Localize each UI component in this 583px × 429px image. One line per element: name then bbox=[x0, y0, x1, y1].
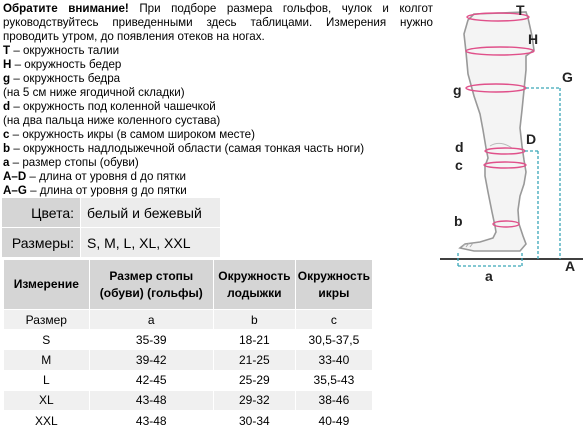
legend-line bbox=[3, 128, 433, 142]
header-line: Окружность bbox=[218, 268, 291, 283]
legend-text: – окружность икры (в самом широком месте) bbox=[9, 128, 255, 141]
meta-row-colors bbox=[2, 198, 221, 228]
legend-line bbox=[3, 114, 433, 128]
table-row bbox=[4, 310, 373, 330]
legend-line bbox=[3, 142, 433, 156]
table-cell: 30,5-37,5 bbox=[295, 330, 372, 350]
legend-text: – длина от уровня d до пятки bbox=[26, 170, 187, 183]
meta-row-sizes bbox=[2, 228, 221, 258]
legend-text: (на два пальца ниже коленного сустава) bbox=[3, 114, 221, 127]
instructions-block bbox=[3, 2, 433, 198]
table-cell: 35-39 bbox=[89, 330, 213, 350]
product-meta-table bbox=[1, 197, 221, 258]
size-chart-header-cell bbox=[295, 260, 372, 310]
header-line: лодыжки bbox=[227, 285, 282, 300]
table-cell: XXL bbox=[4, 410, 90, 429]
leg-measurement-diagram bbox=[438, 0, 583, 429]
size-chart-table bbox=[3, 259, 373, 429]
table-row bbox=[4, 370, 373, 390]
table-cell: 43-48 bbox=[89, 410, 213, 429]
table-cell: 40-49 bbox=[295, 410, 372, 429]
table-cell: 30-34 bbox=[213, 410, 295, 429]
legend-text: – окружность надлодыжечной области (самая тонкая часть ноги) bbox=[10, 142, 365, 155]
legend-line bbox=[3, 100, 433, 114]
label-a: a bbox=[485, 268, 493, 284]
table-cell: M bbox=[4, 350, 90, 370]
table-cell: 42-45 bbox=[89, 370, 213, 390]
size-chart-header-cell bbox=[4, 260, 90, 310]
label-D: D bbox=[526, 131, 537, 147]
intro-paragraph bbox=[3, 2, 433, 44]
table-cell: 25-29 bbox=[213, 370, 295, 390]
label-T: T bbox=[516, 2, 525, 18]
header-line: Окружность bbox=[297, 268, 370, 283]
table-cell: b bbox=[213, 310, 295, 330]
table-row bbox=[4, 410, 373, 429]
table-row bbox=[4, 390, 373, 410]
size-chart-body bbox=[4, 310, 373, 429]
legend-key: H bbox=[3, 58, 12, 71]
legend-key: d bbox=[3, 100, 11, 113]
table-cell: L bbox=[4, 370, 90, 390]
colors-value: белый и бежевый bbox=[81, 198, 221, 228]
legend-key: A–D bbox=[3, 170, 27, 183]
legend-line bbox=[3, 184, 433, 198]
header-line: икры bbox=[318, 285, 350, 300]
intro-lead: Обратите внимание! bbox=[3, 2, 129, 15]
size-chart-header bbox=[4, 260, 373, 310]
legend-text: – длина от уровня g до пятки bbox=[26, 184, 187, 197]
colors-label: Цвета: bbox=[2, 198, 81, 228]
legend-line bbox=[3, 72, 433, 86]
label-d: d bbox=[455, 139, 464, 155]
header-line: Размер стопы bbox=[109, 268, 194, 283]
legend-line bbox=[3, 58, 433, 72]
intro-text: При подборе размера гольфов, чулок и колгот руководствуйтесь приведенными здесь таблицами. Измерения нужно проводить утром, до появления отеков на ногах. bbox=[3, 2, 433, 43]
legend-text: (на 5 см ниже ягодичной складки) bbox=[3, 86, 185, 99]
legend-line bbox=[3, 44, 433, 58]
legend-line bbox=[3, 156, 433, 170]
table-cell: 21-25 bbox=[213, 350, 295, 370]
legend-key: a bbox=[3, 156, 10, 169]
legend-key: b bbox=[3, 142, 11, 155]
table-cell: Размер bbox=[4, 310, 90, 330]
header-line: (обуви) (гольфы) bbox=[99, 285, 203, 300]
size-chart-header-cell bbox=[213, 260, 295, 310]
table-cell: 18-21 bbox=[213, 330, 295, 350]
sizes-label: Размеры: bbox=[2, 228, 81, 258]
label-H: H bbox=[528, 31, 539, 47]
legend-key: g bbox=[3, 72, 11, 85]
table-row bbox=[4, 330, 373, 350]
table-cell: 43-48 bbox=[89, 390, 213, 410]
table-cell: 29-32 bbox=[213, 390, 295, 410]
legend-text: – окружность под коленной чашечкой bbox=[10, 100, 216, 113]
legend-text: – окружность талии bbox=[10, 44, 120, 57]
legend-key: A–G bbox=[3, 184, 27, 197]
legend-line bbox=[3, 170, 433, 184]
legend-line bbox=[3, 86, 433, 100]
table-cell: 38-46 bbox=[295, 390, 372, 410]
label-c: c bbox=[455, 157, 463, 173]
label-b: b bbox=[454, 213, 463, 229]
legend-text: – окружность бедра bbox=[10, 72, 121, 85]
legend-key: c bbox=[3, 128, 10, 141]
table-cell: 39-42 bbox=[89, 350, 213, 370]
legend-text: – окружность бедер bbox=[11, 58, 122, 71]
table-cell: 35,5-43 bbox=[295, 370, 372, 390]
label-A: A bbox=[565, 258, 576, 274]
table-row bbox=[4, 350, 373, 370]
legend-text: – размер стопы (обуви) bbox=[9, 156, 139, 169]
table-cell: 33-40 bbox=[295, 350, 372, 370]
table-cell: a bbox=[89, 310, 213, 330]
measurement-legend bbox=[3, 44, 433, 198]
label-g: g bbox=[453, 82, 462, 98]
legend-key: T bbox=[3, 44, 11, 57]
header-line: Измерение bbox=[13, 277, 79, 291]
table-cell: XL bbox=[4, 390, 90, 410]
sizes-value: S, M, L, XL, XXL bbox=[81, 228, 221, 258]
table-cell: c bbox=[295, 310, 372, 330]
size-chart-header-cell bbox=[89, 260, 213, 310]
label-G: G bbox=[562, 69, 573, 85]
table-cell: S bbox=[4, 330, 90, 350]
